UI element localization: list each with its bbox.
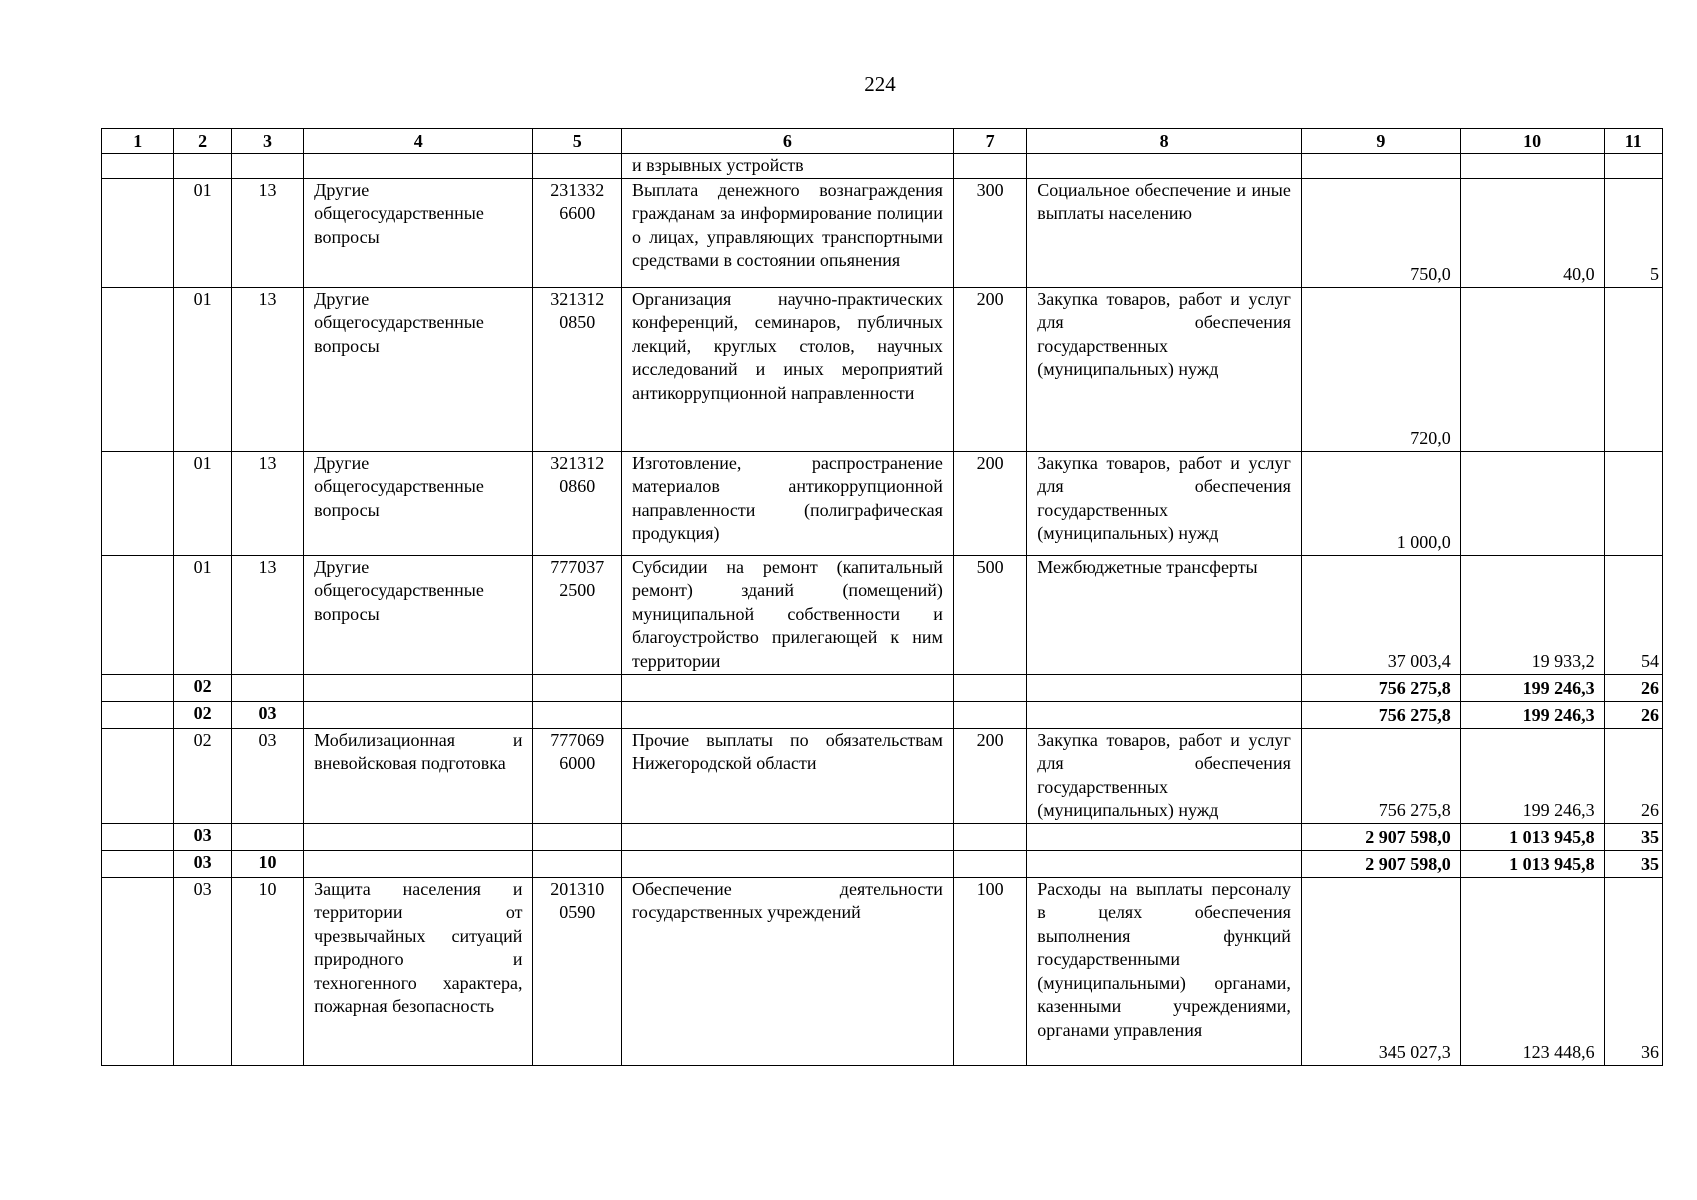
cell-expense-name [1027,823,1302,850]
cell-section: 01 [174,178,231,287]
cell-percent: 36 [1604,877,1662,1065]
cell-expense-code: 100 [953,877,1026,1065]
cell-section [174,154,231,179]
cell-subsection [231,823,303,850]
cell-section-name [304,850,533,877]
cell-description: Обеспечение деятельности государственных учреждений [621,877,953,1065]
cell-col1 [102,823,174,850]
cell-amount-actual: 199 246,3 [1460,728,1604,823]
page-number: 224 [864,72,896,96]
cell-section-name: Другие общегосударственные вопросы [304,451,533,555]
cell-amount-plan: 2 907 598,0 [1301,823,1460,850]
cell-expense-name: Социальное обеспечение и иные выплаты населению [1027,178,1302,287]
cell-section: 02 [174,728,231,823]
cell-subsection [231,154,303,179]
cell-expense-name: Закупка товаров, работ и услуг для обеспечения государственных (муниципальных) нужд [1027,287,1302,451]
table-row [102,154,1663,179]
cell-amount-plan [1301,154,1460,179]
cell-amount-actual: 199 246,3 [1460,701,1604,728]
cell-col1 [102,877,174,1065]
cell-amount-plan: 2 907 598,0 [1301,850,1460,877]
cell-section-name: Другие общегосударственные вопросы [304,555,533,674]
cell-amount-plan: 1 000,0 [1301,451,1460,555]
header-cell: 8 [1027,129,1302,154]
cell-expense-code: 200 [953,287,1026,451]
cell-percent [1604,287,1662,451]
cell-section-name [304,701,533,728]
cell-subsection: 10 [231,877,303,1065]
cell-amount-plan: 756 275,8 [1301,728,1460,823]
cell-subsection: 13 [231,451,303,555]
cell-subsection: 03 [231,701,303,728]
cell-amount-actual: 40,0 [1460,178,1604,287]
cell-target-code [533,674,622,701]
cell-percent: 5 [1604,178,1662,287]
table-row [102,451,1663,555]
cell-expense-name: Закупка товаров, работ и услуг для обеспечения государственных (муниципальных) нужд [1027,728,1302,823]
cell-subsection: 03 [231,728,303,823]
cell-expense-name [1027,674,1302,701]
cell-section: 01 [174,555,231,674]
table-row [102,877,1663,1065]
cell-section-name [304,674,533,701]
table-row [102,823,1663,850]
cell-description [621,674,953,701]
cell-target-code: 777037 2500 [533,555,622,674]
cell-col1 [102,154,174,179]
cell-percent: 26 [1604,674,1662,701]
cell-section-name: Другие общегосударственные вопросы [304,178,533,287]
cell-section-name: Другие общегосударственные вопросы [304,287,533,451]
cell-amount-actual: 1 013 945,8 [1460,823,1604,850]
cell-percent: 26 [1604,701,1662,728]
cell-expense-name: Межбюджетные трансферты [1027,555,1302,674]
cell-expense-code [953,701,1026,728]
cell-subsection: 13 [231,287,303,451]
cell-description: Изготовление, распространение материалов антикоррупционной направленности (полиграфическая продукция) [621,451,953,555]
header-cell: 1 [102,129,174,154]
cell-section: 01 [174,287,231,451]
cell-description [621,823,953,850]
header-cell: 9 [1301,129,1460,154]
header-cell: 2 [174,129,231,154]
cell-section: 03 [174,877,231,1065]
cell-percent: 26 [1604,728,1662,823]
cell-amount-actual [1460,451,1604,555]
cell-expense-code [953,154,1026,179]
cell-section: 03 [174,823,231,850]
cell-expense-code [953,823,1026,850]
cell-expense-code: 200 [953,728,1026,823]
cell-description: Выплата денежного вознаграждения гражданам за информирование полиции о лицах, управляющих транспортными средствами в состоянии опьянения [621,178,953,287]
cell-expense-code: 500 [953,555,1026,674]
cell-target-code [533,823,622,850]
cell-section-name [304,823,533,850]
cell-amount-plan: 345 027,3 [1301,877,1460,1065]
cell-section-name: Защита населения и территории от чрезвычайных ситуаций природного и техногенного характера, пожарная безопасность [304,877,533,1065]
cell-amount-actual [1460,154,1604,179]
cell-amount-plan: 37 003,4 [1301,555,1460,674]
cell-amount-plan: 720,0 [1301,287,1460,451]
cell-col1 [102,555,174,674]
cell-amount-actual: 1 013 945,8 [1460,850,1604,877]
cell-amount-actual: 123 448,6 [1460,877,1604,1065]
header-cell: 11 [1604,129,1662,154]
cell-description [621,701,953,728]
cell-col1 [102,674,174,701]
cell-target-code: 777069 6000 [533,728,622,823]
cell-percent: 35 [1604,850,1662,877]
header-cell: 6 [621,129,953,154]
cell-section: 01 [174,451,231,555]
budget-table [101,128,1663,1066]
cell-amount-plan: 750,0 [1301,178,1460,287]
cell-expense-name: Закупка товаров, работ и услуг для обеспечения государственных (муниципальных) нужд [1027,451,1302,555]
cell-percent [1604,154,1662,179]
header-cell: 3 [231,129,303,154]
table-row [102,287,1663,451]
header-row [102,129,1663,154]
cell-col1 [102,728,174,823]
cell-expense-name [1027,701,1302,728]
cell-target-code: 321312 0850 [533,287,622,451]
table-row [102,674,1663,701]
header-cell: 5 [533,129,622,154]
cell-target-code: 201310 0590 [533,877,622,1065]
header-cell: 7 [953,129,1026,154]
cell-percent [1604,451,1662,555]
cell-section: 02 [174,674,231,701]
table-row [102,555,1663,674]
cell-amount-actual: 19 933,2 [1460,555,1604,674]
cell-target-code [533,154,622,179]
cell-amount-actual: 199 246,3 [1460,674,1604,701]
cell-section-name [304,154,533,179]
table-row [102,728,1663,823]
cell-col1 [102,701,174,728]
cell-expense-code [953,850,1026,877]
cell-expense-code [953,674,1026,701]
cell-expense-name [1027,850,1302,877]
header-cell: 4 [304,129,533,154]
cell-percent: 35 [1604,823,1662,850]
cell-col1 [102,287,174,451]
table-row [102,850,1663,877]
cell-subsection: 13 [231,178,303,287]
cell-amount-actual [1460,287,1604,451]
table-row [102,701,1663,728]
cell-target-code: 321312 0860 [533,451,622,555]
cell-description: и взрывных устройств [621,154,953,179]
cell-expense-code: 300 [953,178,1026,287]
cell-section: 03 [174,850,231,877]
cell-subsection: 10 [231,850,303,877]
cell-col1 [102,850,174,877]
cell-expense-name [1027,154,1302,179]
cell-expense-code: 200 [953,451,1026,555]
cell-expense-name: Расходы на выплаты персоналу в целях обеспечения выполнения функций государственными (муниципальными) органами, казенными учреждениями, органами управления [1027,877,1302,1065]
cell-col1 [102,451,174,555]
cell-description: Организация научно-практических конференций, семинаров, публичных лекций, круглых столов, научных исследований и иных мероприятий антикоррупционной направленности [621,287,953,451]
header-cell: 10 [1460,129,1604,154]
table-row [102,178,1663,287]
cell-percent: 54 [1604,555,1662,674]
cell-subsection: 13 [231,555,303,674]
cell-amount-plan: 756 275,8 [1301,701,1460,728]
cell-target-code [533,850,622,877]
cell-section: 02 [174,701,231,728]
cell-target-code [533,701,622,728]
cell-target-code: 231332 6600 [533,178,622,287]
cell-description: Субсидии на ремонт (капитальный ремонт) зданий (помещений) муниципальной собственности и благоустройство прилегающей к ним территории [621,555,953,674]
cell-description [621,850,953,877]
cell-col1 [102,178,174,287]
cell-description: Прочие выплаты по обязательствам Нижегородской области [621,728,953,823]
cell-subsection [231,674,303,701]
cell-amount-plan: 756 275,8 [1301,674,1460,701]
cell-section-name: Мобилизационная и вневойсковая подготовка [304,728,533,823]
